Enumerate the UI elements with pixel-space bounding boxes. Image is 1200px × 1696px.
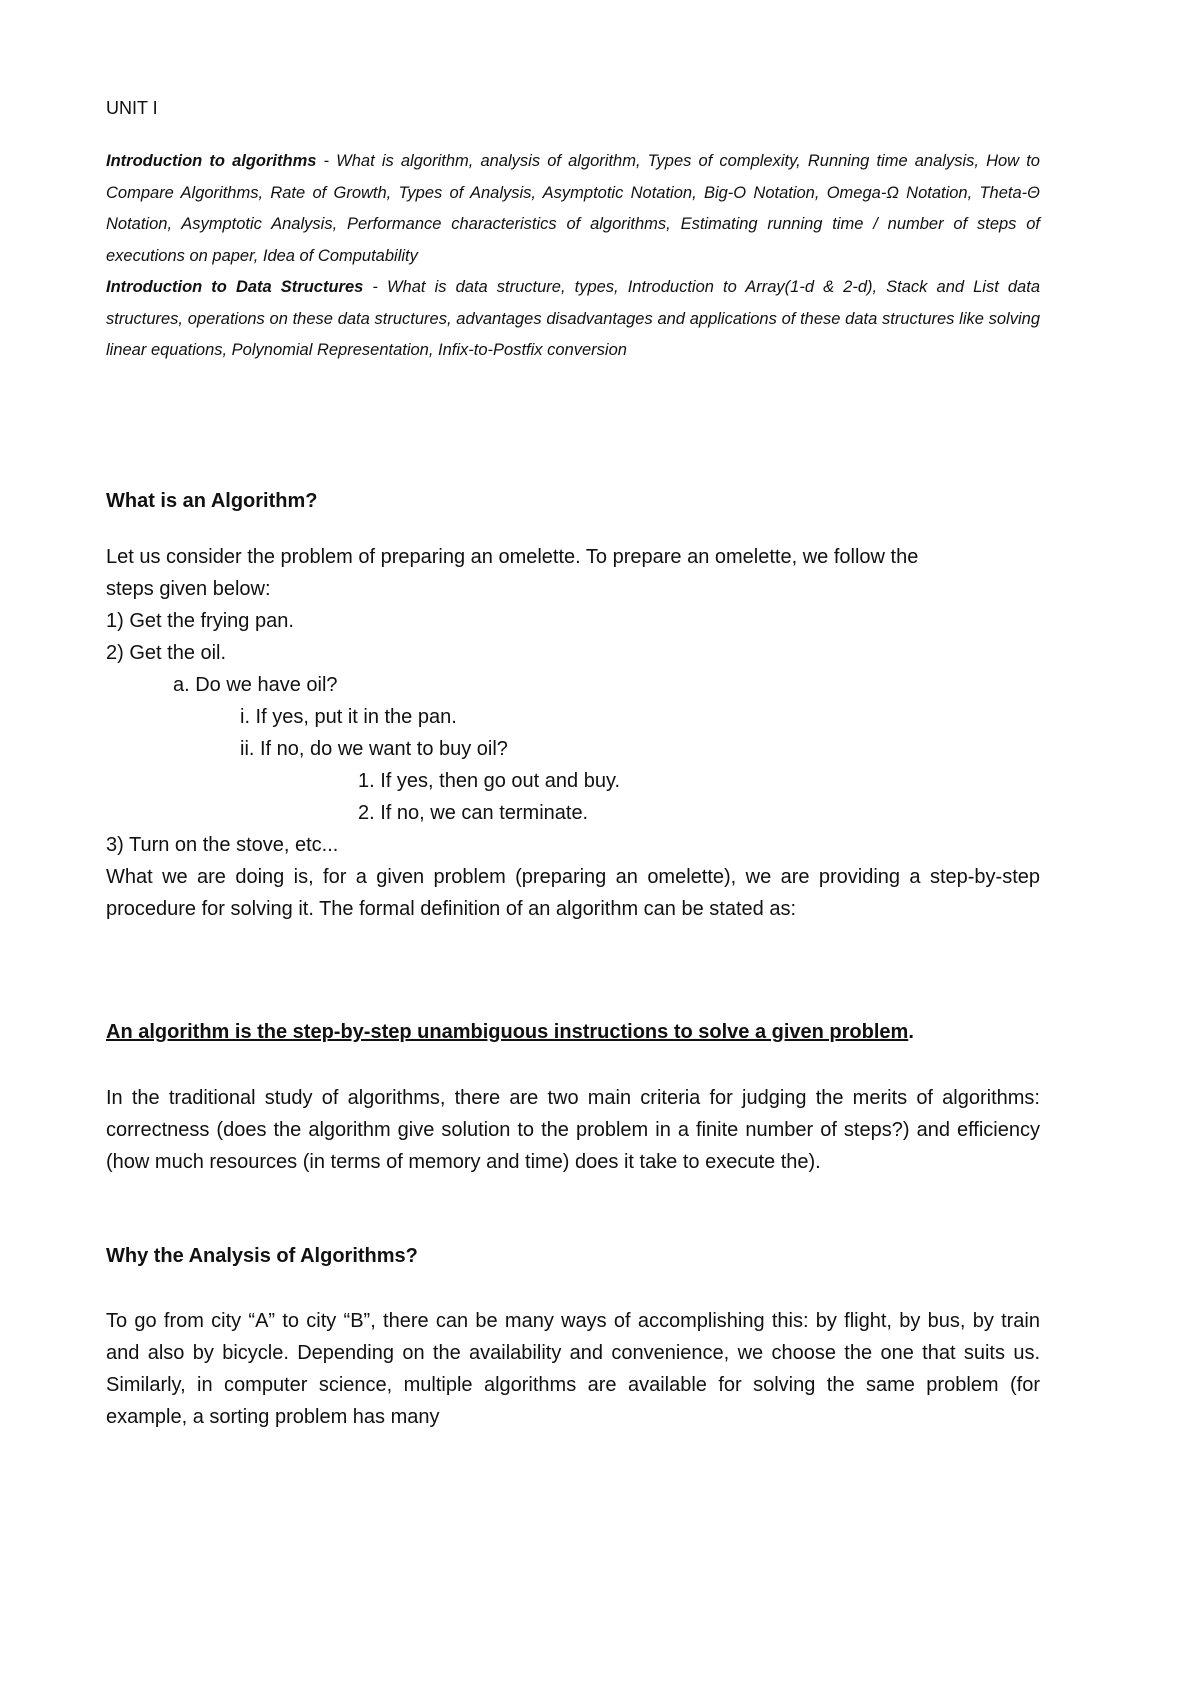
analysis-paragraph [106, 1305, 1040, 1433]
step: 1) Get the frying pan. [106, 610, 294, 632]
syllabus-text: - What is data structure, types, Introduction to Array(1-d & 2-d), Stack and List data structures, operations on these data structures, advantages disadvantages and applications of these data structures like solving linear equations, Polynomial Representation, Infix-to-Postfix conversion [106, 278, 1040, 359]
syllabus [106, 146, 1040, 367]
unit-title: UNIT I [106, 98, 158, 118]
syllabus-heading: Introduction to Data Structures [106, 278, 364, 296]
intro-text: Let us consider the problem of preparing an omelette. To prepare an omelette, we follow the [106, 546, 919, 568]
algorithm-definition [106, 1021, 1040, 1044]
step: i. If yes, put it in the pan. [240, 706, 457, 728]
syllabus-text: - What is algorithm, analysis of algorithm, Types of complexity, Running time analysis, How to Compare Algorithms, Rate of Growth, Types of Analysis, Asymptotic Notation, Big-O Notation, Omega-Ω Notation, Theta-Θ Notation, Asymptotic Analysis, Performance characteristics of algorithms, Estimating running time / number of steps of executions on paper, Idea of Computability [106, 152, 1040, 265]
syllabus-item [106, 146, 1040, 272]
criteria-paragraph [106, 1082, 1040, 1178]
step: 2) Get the oil. [106, 642, 227, 664]
step: ii. If no, do we want to buy oil? [240, 738, 508, 760]
section-heading-algorithm: What is an Algorithm? [106, 490, 318, 512]
step: 2. If no, we can terminate. [358, 802, 589, 824]
definition-period: . [908, 1021, 914, 1043]
step: 3) Turn on the stove, etc... [106, 834, 339, 856]
criteria-text: In the traditional study of algorithms, there are two main criteria for judging the merits of algorithms: correctness (does the algorithm give solution to the problem in a finite number of steps?) and efficiency (how much resources (in terms of memory and time) does it take to execute the). [106, 1087, 1040, 1173]
section-heading-analysis: Why the Analysis of Algorithms? [106, 1245, 418, 1267]
summary-text: What we are doing is, for a given problem (preparing an omelette), we are providing a step-by-step procedure for solving it. The formal definition of an algorithm can be stated as: [106, 866, 1040, 920]
syllabus-item [106, 272, 1040, 367]
step: a. Do we have oil? [173, 674, 338, 696]
syllabus-heading: Introduction to algorithms [106, 152, 317, 170]
step: 1. If yes, then go out and buy. [358, 770, 621, 792]
omelette-example [106, 541, 1040, 925]
definition-text: An algorithm is the step-by-step unambiguous instructions to solve a given problem [106, 1021, 909, 1043]
intro-text-2: steps given below: [106, 578, 271, 600]
analysis-text: To go from city “A” to city “B”, there can be many ways of accomplishing this: by flight, by bus, by train and also by bicycle. Depending on the availability and convenience, we choose the one that suits us. Similarly, in computer science, multiple algorithms are available for solving the same problem (for example, a sorting problem has many [106, 1310, 1040, 1428]
